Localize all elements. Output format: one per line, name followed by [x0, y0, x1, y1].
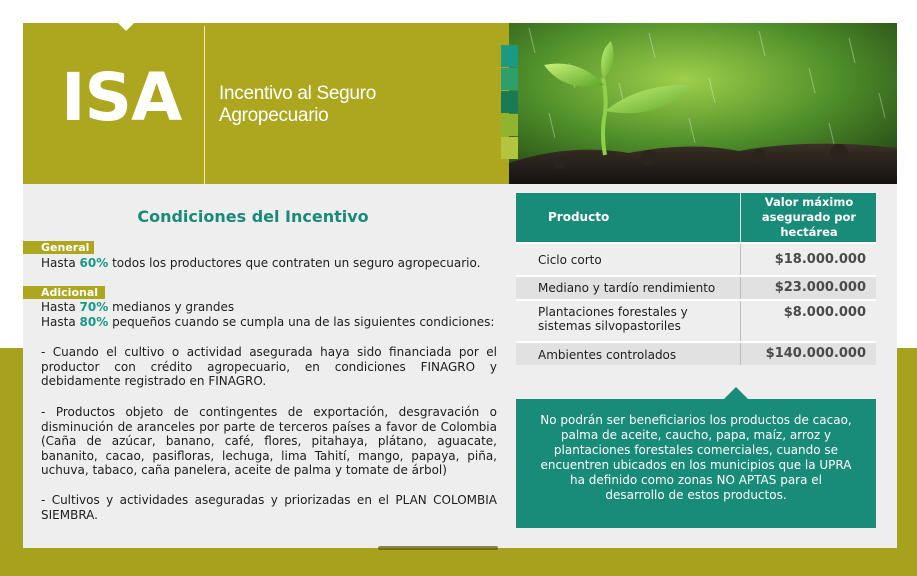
exclusion-note: [516, 399, 876, 528]
table-row: [516, 341, 876, 365]
adicional-percent-70: 70%: [79, 300, 109, 314]
row-separator: [740, 343, 741, 365]
header-separator: [740, 193, 741, 242]
adicional-text: [41, 300, 497, 329]
condition-3: - Cultivos y actividades aseguradas y priorizadas en el PLAN COLOMBIA SIEMBRA.: [41, 493, 497, 522]
adicional-percent-80: 80%: [79, 314, 109, 329]
adicional-line-2: Hasta 80% pequeños cuando se cumpla una de las siguientes condiciones:: [41, 314, 495, 329]
header-subtitle: [219, 83, 376, 127]
swatch: [501, 114, 518, 136]
table-row: [516, 299, 876, 341]
table-row: [516, 275, 876, 299]
product-cell: Mediano y tardío rendimiento: [538, 281, 716, 295]
row-separator: [740, 301, 741, 341]
general-tag: General: [23, 241, 94, 254]
header-banner: [23, 23, 510, 184]
color-swatches: [501, 45, 518, 160]
table-header: [516, 193, 876, 242]
swatch: [501, 137, 518, 159]
adicional-tag: Adicional: [23, 286, 105, 299]
isa-logo-text: ISA: [61, 59, 182, 136]
seedling-photo: [509, 23, 897, 184]
value-cell: $140.000.000: [765, 346, 866, 361]
table-row: [516, 242, 876, 275]
product-cell: Ciclo corto: [538, 253, 602, 267]
header-divider: [204, 26, 205, 184]
header-notch: [118, 23, 134, 31]
product-cell: Ambientes controlados: [538, 348, 677, 362]
swatch: [501, 91, 518, 113]
subtitle-line-1: Incentivo al Seguro: [219, 83, 376, 104]
product-cell: Plantaciones forestales y sistemas silvopastoriles: [538, 305, 688, 333]
condition-1: - Cuando el cultivo o actividad asegurada haya sido financiada por el productor con crédito agropecuario, en condiciones FINAGRO y debidamente registrado en FINAGRO.: [41, 345, 497, 388]
info-card: [23, 23, 897, 548]
header-producto: Producto: [548, 210, 610, 224]
header-valor: Valor máximo asegurado por hectárea: [761, 195, 857, 239]
swatch: [501, 45, 518, 67]
adicional-line-1: Hasta 70% medianos y grandes: [41, 300, 235, 314]
swatch: [501, 68, 518, 90]
seedling-icon: [509, 23, 897, 184]
value-cell: $18.000.000: [774, 252, 866, 267]
value-cell: $23.000.000: [774, 280, 866, 295]
note-arrow: [724, 387, 748, 399]
row-separator: [740, 244, 741, 275]
condition-2: - Productos objeto de contingentes de exportación, desgravación o disminución de aranceles por parte de terceros países a favor de Colombia (Caña de azúcar, banano, café, flores, pitahaya, plátano, aguacate, bananito, cacao, pasifloras, lechuga, lima Tahití, mango, papaya, piña, uchuva, tabaco, caña panelera, aceite de palma y tomate de árbol): [41, 405, 497, 477]
value-cell: $8.000.000: [783, 305, 866, 320]
section-title: Condiciones del Incentivo: [137, 207, 369, 226]
note-text: No podrán ser beneficiarios los productos de cacao, palma de aceite, caucho, papa, maíz, arroz y plantaciones forestales comerciales, cuando se encuentren ubicados en los municipios que la UPRA ha definido como zonas NO APTAS para el desarrollo de estos productos.: [540, 413, 852, 502]
card-shadow: [378, 546, 498, 550]
general-percent: 60%: [79, 256, 109, 270]
values-table: [516, 193, 876, 365]
row-separator: [740, 277, 741, 299]
subtitle-line-2: Agropecuario: [219, 105, 329, 126]
general-text: Hasta 60% todos los productores que contraten un seguro agropecuario.: [41, 256, 481, 270]
